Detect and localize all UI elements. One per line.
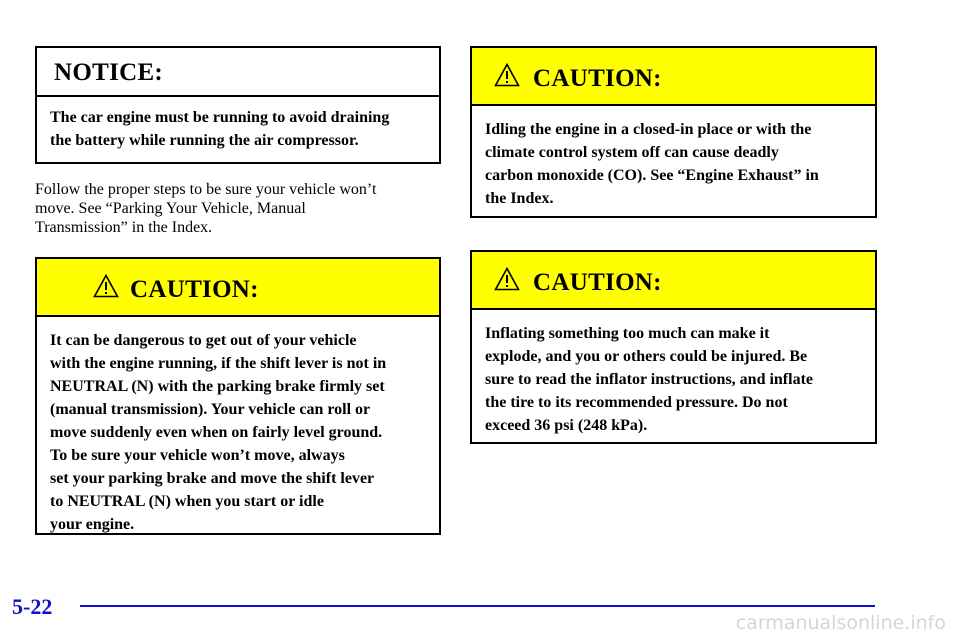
watermark: carmanualsonline.info bbox=[735, 612, 946, 634]
notice-title: NOTICE: bbox=[54, 59, 164, 86]
caution-line: sure to read the inflator instructions, and inflate bbox=[485, 371, 814, 388]
caution-body bbox=[37, 317, 439, 536]
notice-box bbox=[35, 46, 441, 164]
caution-line: your engine. bbox=[50, 516, 135, 533]
caution-line: It can be dangerous to get out of your vehicle bbox=[50, 332, 357, 349]
caution-line: to NEUTRAL (N) when you start or idle bbox=[50, 493, 324, 510]
caution-body bbox=[472, 310, 875, 437]
caution-title: CAUTION: bbox=[130, 276, 259, 303]
caution-line: To be sure your vehicle won’t move, always bbox=[50, 447, 345, 464]
warning-triangle-icon bbox=[494, 267, 520, 291]
caution-line: Inflating something too much can make it bbox=[485, 325, 770, 342]
caution-box-inflating bbox=[470, 250, 877, 444]
warning-triangle-icon bbox=[93, 274, 119, 298]
caution-header bbox=[37, 259, 439, 317]
page-number: 5-22 bbox=[12, 594, 53, 619]
caution-body bbox=[472, 106, 875, 210]
caution-line: Idling the engine in a closed-in place or with the bbox=[485, 121, 812, 138]
caution-line: the Index. bbox=[485, 190, 554, 207]
caution-line: climate control system off can cause deadly bbox=[485, 144, 779, 161]
caution-header bbox=[472, 252, 875, 310]
paragraph-line: Transmission” in the Index. bbox=[35, 219, 213, 236]
caution-line: the tire to its recommended pressure. Do not bbox=[485, 394, 788, 411]
intro-paragraph bbox=[35, 180, 376, 237]
notice-body bbox=[37, 97, 439, 152]
caution-box-parking bbox=[35, 257, 441, 535]
caution-line: with the engine running, if the shift lever is not in bbox=[50, 355, 387, 372]
caution-line: carbon monoxide (CO). See “Engine Exhaust” in bbox=[485, 167, 819, 184]
caution-title: CAUTION: bbox=[533, 65, 662, 92]
caution-header bbox=[472, 48, 875, 106]
caution-box-exhaust bbox=[470, 46, 877, 218]
paragraph-line: Follow the proper steps to be sure your vehicle won’t bbox=[35, 181, 377, 198]
warning-triangle-icon bbox=[494, 63, 520, 87]
caution-line: (manual transmission). Your vehicle can roll or bbox=[50, 401, 371, 418]
paragraph-line: move. See “Parking Your Vehicle, Manual bbox=[35, 200, 306, 217]
caution-line: NEUTRAL (N) with the parking brake firmly set bbox=[50, 378, 385, 395]
notice-line: the battery while running the air compressor. bbox=[50, 132, 359, 149]
caution-line: explode, and you or others could be injured. Be bbox=[485, 348, 808, 365]
caution-line: exceed 36 psi (248 kPa). bbox=[485, 417, 648, 434]
caution-title: CAUTION: bbox=[533, 269, 662, 296]
notice-line: The car engine must be running to avoid draining bbox=[50, 109, 390, 126]
footer-rule bbox=[80, 605, 875, 607]
caution-line: move suddenly even when on fairly level ground. bbox=[50, 424, 383, 441]
caution-line: set your parking brake and move the shift lever bbox=[50, 470, 375, 487]
notice-header bbox=[37, 48, 439, 97]
